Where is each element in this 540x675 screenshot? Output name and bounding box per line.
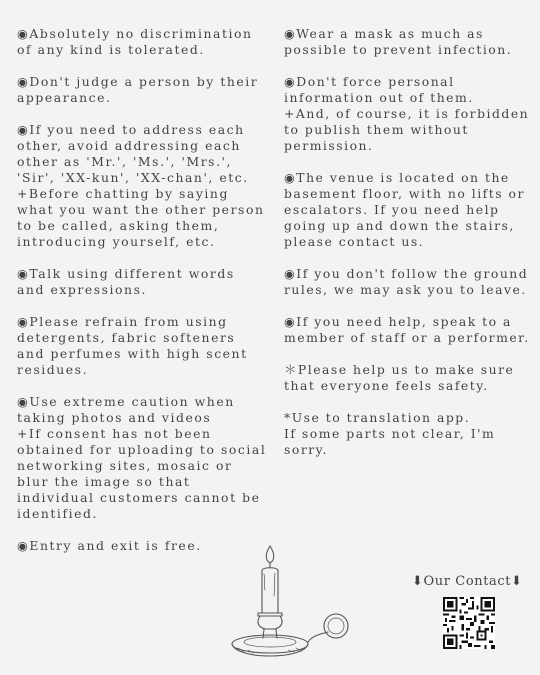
candle-icon	[228, 540, 370, 662]
rule-leave: ◉If you don't follow the ground rules, we may ask you to leave.	[284, 266, 529, 297]
rule-words-expressions: ◉Talk using different words and expressions.	[17, 266, 235, 297]
rule-no-discrimination: ◉Absolutely no discrimination of any kind is tolerated.	[17, 26, 253, 57]
note-safety: ＊Please help us to make sure that everyone feels safety.	[284, 362, 515, 393]
rule-mask: ◉Wear a mask as much as possible to prevent infection.	[284, 26, 513, 57]
rules-column-left	[17, 26, 267, 570]
note-translation: *Use to translation app. If some parts not clear, I'm sorry.	[284, 410, 496, 457]
rule-photos-videos: ◉Use extreme caution when taking photos and videos +If consent has not been obtained for uploading to social networking sites, mosaic or blur the image so that individual customers cannot be identified.	[17, 394, 267, 521]
rule-appearance: ◉Don't judge a person by their appearance.	[17, 74, 259, 105]
rule-venue-access: ◉The venue is located on the basement floor, with no lifts or escalators. If you need help going up and down the stairs, please contact us.	[284, 170, 525, 249]
rule-scent: ◉Please refrain from using detergents, fabric softeners and perfumes with high scent residues.	[17, 314, 248, 377]
rule-entry-exit: ◉Entry and exit is free.	[17, 538, 202, 553]
qr-code-icon[interactable]	[443, 597, 495, 649]
rule-personal-information: ◉Don't force personal information out of them. +And, of course, it is forbidden to publish them without permission.	[284, 74, 530, 153]
rules-column-right	[284, 26, 530, 474]
rule-help: ◉If you need help, speak to a member of staff or a performer.	[284, 314, 530, 345]
rule-addressing: ◉If you need to address each other, avoid addressing each other as 'Mr.', 'Ms.', 'Mrs.', 'Sir', 'XX-kun', 'XX-chan', etc. +Before chatting by saying what you want the other person to be called, asking them, introducing yourself, etc.	[17, 122, 265, 249]
our-contact-label: ⬇Our Contact⬇	[412, 574, 523, 589]
